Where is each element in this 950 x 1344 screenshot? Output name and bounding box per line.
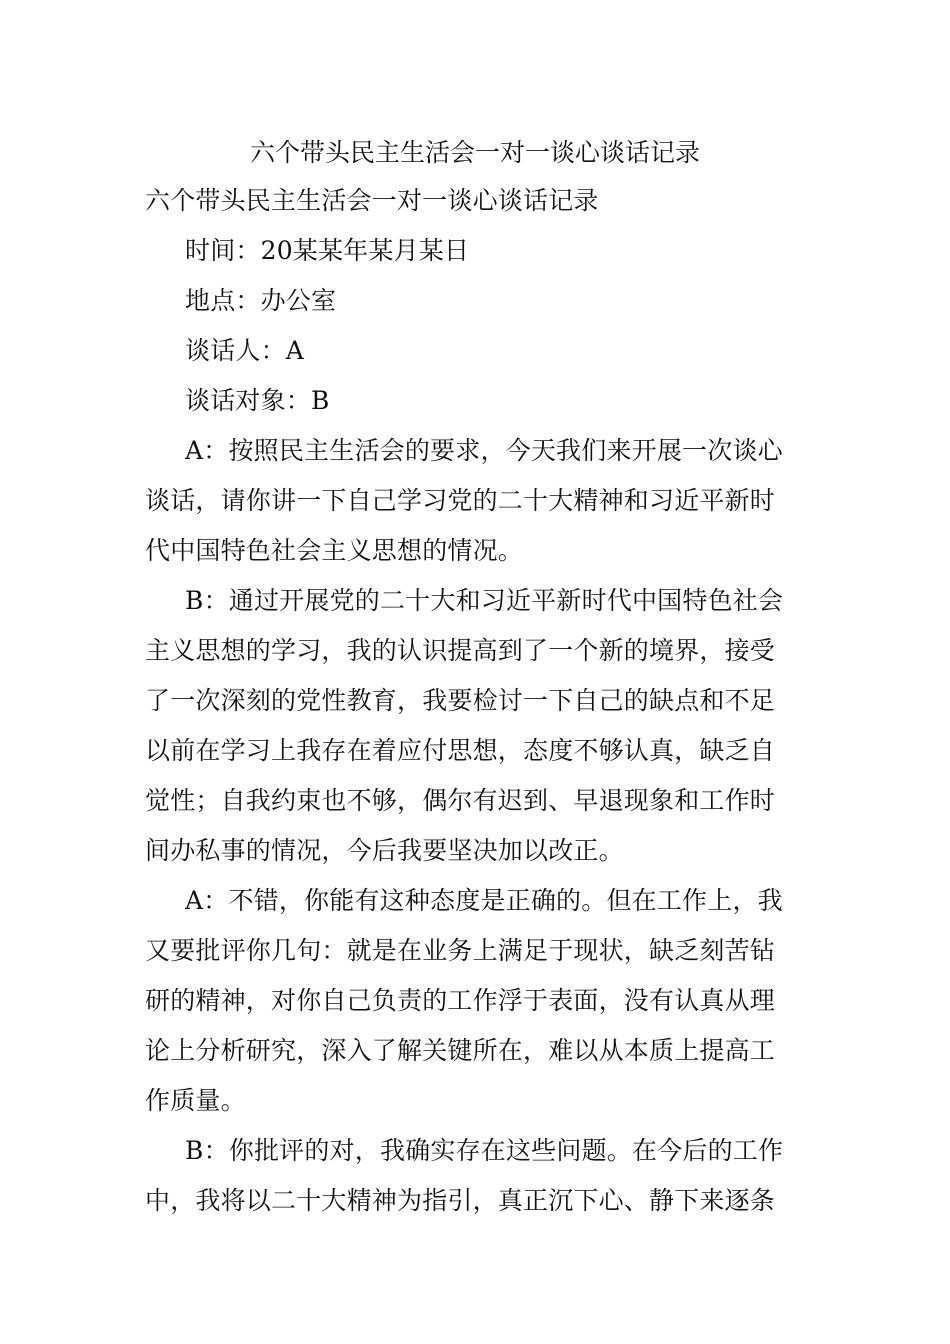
paragraph-line: 中，我将以二十大精神为指引，真正沉下心、静下来逐条 (145, 1186, 776, 1215)
meta-place: 地点：办公室 (185, 286, 337, 315)
meta-time: 时间：20某某年某月某日 (185, 236, 470, 265)
paragraph-line: 代中国特色社会主义思想的情况。 (145, 536, 524, 565)
paragraph-line: 作质量。 (145, 1086, 246, 1115)
document-title: 六个带头民主生活会一对一谈心谈话记录 (249, 138, 700, 167)
paragraph-line: A：不错，你能有这种态度是正确的。但在工作上，我 (185, 886, 783, 915)
paragraph-line: 研的精神，对你自己负责的工作浮于表面，没有认真从理 (145, 986, 776, 1015)
paragraph-2 (145, 576, 810, 876)
document-subtitle: 六个带头民主生活会一对一谈心谈话记录 (145, 186, 599, 215)
paragraph-line: 以前在学习上我存在着应付思想，态度不够认真，缺乏自 (145, 736, 776, 765)
paragraph-line: 论上分析研究，深入了解关键所在，难以从本质上提高工 (145, 1036, 776, 1065)
paragraph-line: B：你批评的对，我确实存在这些问题。在今后的工作 (185, 1136, 784, 1165)
paragraph-line: A：按照民主生活会的要求，今天我们来开展一次谈心 (185, 436, 783, 465)
paragraph-line: 了一次深刻的党性教育，我要检讨一下自己的缺点和不足 (145, 686, 776, 715)
paragraph-4 (145, 1126, 810, 1226)
paragraph-line: 又要批评你几句：就是在业务上满足于现状，缺乏刻苦钻 (145, 936, 776, 965)
meta-target: 谈话对象：B (185, 386, 330, 415)
paragraph-line: 主义思想的学习，我的认识提高到了一个新的境界，接受 (145, 636, 776, 665)
meta-speaker: 谈话人：A (185, 336, 305, 365)
paragraph-line: 觉性；自我约束也不够，偶尔有迟到、早退现象和工作时 (145, 786, 776, 815)
paragraph-line: 谈话，请你讲一下自己学习党的二十大精神和习近平新时 (145, 486, 776, 515)
paragraph-1 (145, 426, 810, 576)
paragraph-line: B：通过开展党的二十大和习近平新时代中国特色社会 (185, 586, 784, 615)
paragraph-3 (145, 876, 810, 1126)
paragraph-line: 间办私事的情况，今后我要坚决加以改正。 (145, 836, 624, 865)
document-body (145, 176, 810, 1226)
